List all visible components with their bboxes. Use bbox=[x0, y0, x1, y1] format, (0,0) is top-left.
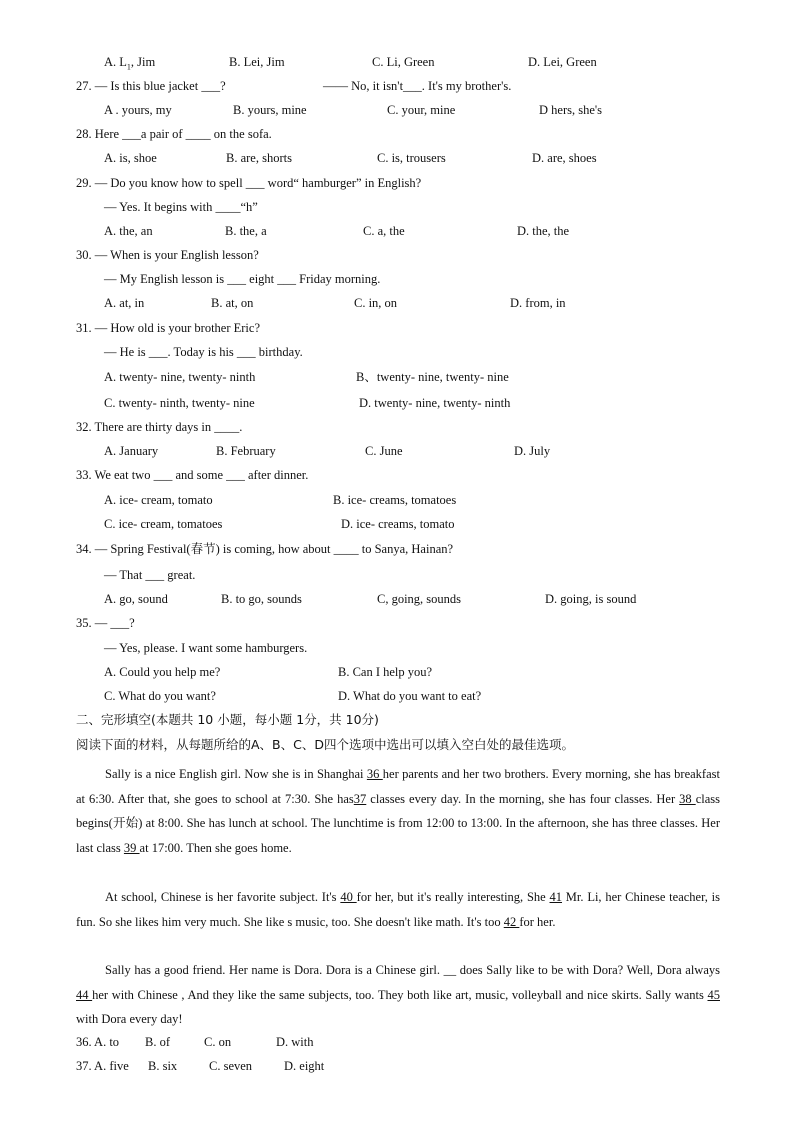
q36-option-b: B. of bbox=[145, 1035, 170, 1049]
q31-option-c: C. twenty- ninth, twenty- nine bbox=[104, 396, 255, 410]
q35-option-d: D. What do you want to eat? bbox=[338, 689, 482, 703]
passage-paragraph-1: Sally is a nice English girl. Now she is in Shanghai 36 her parents and her two brothers. Every morning, she has breakfast at 6:30. After that, she goes to school at 7:30. She has37 classes every day. In the morning, she has four classes. Her 38 class begins(开始) at 8:00. She has lunch at school. The lunchtime is from 12:00 to 13:00. In the afternoon, she has three classes. Her last class 39 at 17:00. Then she goes home. bbox=[76, 767, 720, 855]
q28-option-a: A. is, shoe bbox=[104, 151, 157, 165]
q28-stem: 28. Here ___a pair of ____ on the sofa. bbox=[76, 127, 272, 141]
q32-option-c: C. June bbox=[365, 444, 403, 458]
q33-option-a: A. ice- cream, tomato bbox=[104, 493, 213, 507]
q34-reply: — That ___ great. bbox=[104, 568, 196, 582]
q37-option-d: D. eight bbox=[284, 1059, 325, 1073]
q34-option-b: B. to go, sounds bbox=[221, 592, 302, 606]
q28-option-d: D. are, shoes bbox=[532, 151, 597, 165]
q34-option-c: C, going, sounds bbox=[377, 592, 462, 606]
q26-option-c: C. Li, Green bbox=[372, 55, 435, 69]
q31-option-d: D. twenty- nine, twenty- ninth bbox=[359, 396, 511, 410]
q35-option-a: A. Could you help me? bbox=[104, 665, 221, 679]
q36-option-d: D. with bbox=[276, 1035, 314, 1049]
q31-option-b: B、twenty- nine, twenty- nine bbox=[356, 370, 509, 384]
q29-option-d: D. the, the bbox=[517, 224, 570, 238]
q37-option-c: C. seven bbox=[209, 1059, 253, 1073]
q31-reply: — He is ___. Today is his ___ birthday. bbox=[104, 345, 303, 359]
q29-reply: — Yes. It begins with ____“h” bbox=[104, 200, 258, 214]
q35-option-b: B. Can I help you? bbox=[338, 665, 433, 679]
q36-option-a: 36. A. to bbox=[76, 1035, 120, 1049]
q27-option-c: C. your, mine bbox=[387, 103, 456, 117]
q34-option-d: D. going, is sound bbox=[545, 592, 637, 606]
blank-45: 45 bbox=[707, 987, 720, 1002]
section2-title: 二、完形填空(本题共 10 小题，每小题 1分，共 10分) bbox=[76, 712, 379, 727]
q30-option-a: A. at, in bbox=[104, 296, 145, 310]
q31-option-a: A. twenty- nine, twenty- ninth bbox=[104, 370, 256, 384]
q34-stem: 34. — Spring Festival(春节) is coming, how about ____ to Sanya, Hainan? bbox=[76, 542, 454, 556]
q27-option-a: A . yours, my bbox=[104, 103, 172, 117]
blank-44: 44 bbox=[76, 987, 93, 1002]
q26-option-b: B. Lei, Jim bbox=[229, 55, 285, 69]
q32-option-a: A. January bbox=[104, 444, 159, 458]
q30-stem: 30. — When is your English lesson? bbox=[76, 248, 259, 262]
q29-stem: 29. — Do you know how to spell ___ word“ hamburger” in English? bbox=[76, 176, 422, 190]
q32-stem: 32. There are thirty days in ____. bbox=[76, 420, 243, 434]
q29-option-b: B. the, a bbox=[225, 224, 267, 238]
q27-option-b: B. yours, mine bbox=[233, 103, 307, 117]
blank-37: 37 bbox=[353, 791, 367, 806]
q28-option-b: B. are, shorts bbox=[226, 151, 292, 165]
q35-option-c: C. What do you want? bbox=[104, 689, 216, 703]
q29-option-c: C. a, the bbox=[363, 224, 405, 238]
q27-stem: 27. — Is this blue jacket ___? bbox=[76, 79, 226, 93]
q37-option-b: B. six bbox=[148, 1059, 178, 1073]
q35-reply: — Yes, please. I want some hamburgers. bbox=[104, 641, 308, 655]
q30-option-b: B. at, on bbox=[211, 296, 254, 310]
q26-option-d: D. Lei, Green bbox=[528, 55, 597, 69]
passage-paragraph-2: At school, Chinese is her favorite subject. It's 40 for her, but it's really interesting, She 41 Mr. Li, her Chinese teacher, is fun. So she likes him very much. She like s music, too. She doesn't like math. It's too 42 for her. bbox=[76, 890, 721, 929]
q26-option-a: A. $L_1$, Jim bbox=[104, 55, 156, 72]
q31-stem: 31. — How old is your brother Eric? bbox=[76, 321, 260, 335]
q27-option-d: D hers, she's bbox=[539, 103, 603, 117]
q34-option-a: A. go, sound bbox=[104, 592, 168, 606]
q30-option-c: C. in, on bbox=[354, 296, 398, 310]
q33-option-d: D. ice- creams, tomato bbox=[341, 517, 455, 531]
blank-42: 42 bbox=[503, 914, 520, 929]
blank-39: 39 bbox=[123, 840, 140, 855]
q37-option-a: 37. A. five bbox=[76, 1059, 129, 1073]
blank-36: 36 bbox=[366, 767, 383, 781]
blank-40: 40 bbox=[340, 890, 357, 904]
q33-option-c: C. ice- cream, tomatoes bbox=[104, 517, 223, 531]
q35-stem: 35. — ___? bbox=[76, 616, 135, 630]
q33-stem: 33. We eat two ___ and some ___ after dinner. bbox=[76, 468, 309, 482]
blank-41: 41 bbox=[549, 890, 563, 904]
q27-reply: —— No, it isn't___. It's my brother's. bbox=[323, 79, 512, 93]
q30-option-d: D. from, in bbox=[510, 296, 566, 310]
blank-38: 38 bbox=[679, 791, 696, 806]
q33-option-b: B. ice- creams, tomatoes bbox=[333, 493, 457, 507]
q32-option-d: D. July bbox=[514, 444, 551, 458]
q29-option-a: A. the, an bbox=[104, 224, 153, 238]
q30-reply: — My English lesson is ___ eight ___ Friday morning. bbox=[104, 272, 381, 286]
section2-instruction: 阅读下面的材料，从每题所给的A、B、C、D四个选项中选出可以填入空白处的最佳选项。 bbox=[76, 737, 574, 752]
q36-option-c: C. on bbox=[204, 1035, 232, 1049]
q32-option-b: B. February bbox=[216, 444, 276, 458]
q28-option-c: C. is, trousers bbox=[377, 151, 446, 165]
passage-paragraph-3: Sally has a good friend. Her name is Dora. Dora is a Chinese girl. __ does Sally like to be with Dora? Well, Dora always 44 her with Chinese , And they like the same subjects, too. They both like art, music, volleyball and nice skirts. Sally wants 45 with Dora every day! bbox=[76, 963, 720, 1026]
